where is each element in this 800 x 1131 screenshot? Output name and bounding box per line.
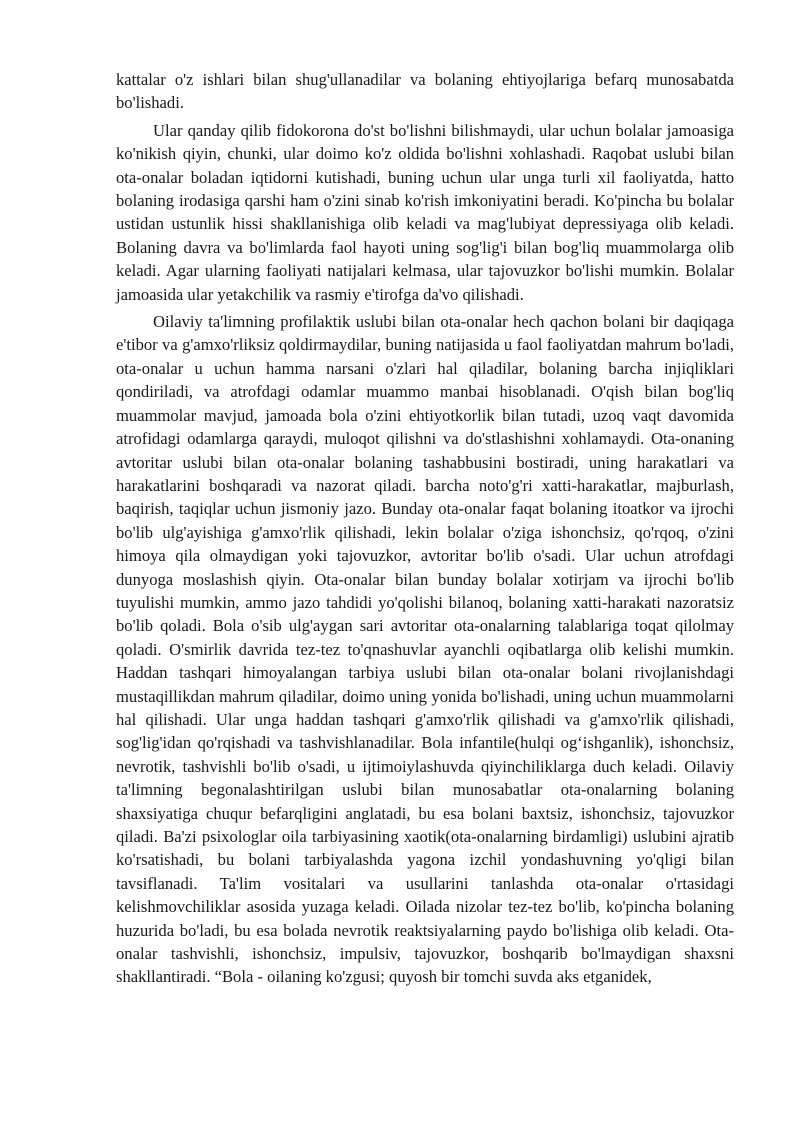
paragraph-competition-style: Ular qanday qilib fidokorona do'st bo'lishni bilishmaydi, ular uchun bolalar jamoasiga ko'nikish qiyin, chunki, ular doimo ko'z oldida bo'lishni xohlashadi. Raqobat uslubi bilan ota-onalar boladan iqtidorni kutishadi, buning uchun ular unga turli xil faoliyatda, hatto bolaning irodasiga qarshi ham o'zini sinab ko'rish imkoniyatini beradi. Ko'pincha bu bolalar ustidan ustunlik hissi shakllanishiga olib keladi va mag'lubiyat depressiyaga olib keladi. Bolaning davra va bo'limlarda faol hayoti uning sog'lig'i bilan bog'liq muammolarga olib keladi. Agar ularning faoliyati natijalari kelmasa, ular tajovuzkor bo'lishi mumkin. Bolalar jamoasida ular yetakchilik va rasmiy e'tirofga da'vo qilishadi. <box>116 120 734 304</box>
document-page <box>116 68 734 993</box>
paragraph-preventive-style: Oilaviy ta'limning profilaktik uslubi bilan ota-onalar hech qachon bolani bir daqiqaga e'tibor va g'amxo'rliksiz qoldirmaydilar, buning natijasida u faol faoliyatdan mahrum bo'ladi, ota-onalar u uchun hamma narsani o'zlari hal qiladilar, bolaning barcha injiqliklari qondiriladi, va atrofdagi odamlar muammo manbai hisoblanadi. O'qish bilan bog'liq muammolar mavjud, jamoada bola o'zini ehtiyotkorlik bilan tutadi, uzoq vaqt davomida atrofidagi odamlarga qaraydi, muloqot qilishni va do'stlashishni xohlamaydi. Ota-onaning avtoritar uslubi bilan ota-onalar bolaning tashabbusini bostiradi, uning harakatlari va harakatlarini boshqaradi va nazorat qiladi. barcha noto'g'ri xatti-harakatlar, majburlash, baqirish, taqiqlar uchun jismoniy jazo. Bunday ota-onalar faqat bolaning itoatkor va ijrochi bo'lib ulg'ayishiga g'amxo'rlik qilishadi, lekin bolalar o'ziga ishonchsiz, qo'rqoq, o'zini himoya qila olmaydigan yoki tajovuzkor, avtoritar bo'lib o'sadi. Ular uchun atrofdagi dunyoga moslashish qiyin. Ota-onalar bilan bunday bolalar xotirjam va ijrochi bo'lib tuyulishi mumkin, ammo jazo tahdidi yo'qolishi bilanoq, bolaning xatti-harakati nazoratsiz bo'lib qoladi. Bola o'sib ulg'aygan sari avtoritar ota-onalarning talablariga toqat qilolmay qoladi. O'smirlik davrida tez-tez to'qnashuvlar ayanchli oqibatlarga olib kelishi mumkin. Haddan tashqari himoyalangan tarbiya uslubi bilan ota-onalar bolani rivojlanishdagi mustaqillikdan mahrum qiladilar, doimo uning yonida bo'lishadi, uning uchun muammolarni hal qilishadi. Ular unga haddan tashqari g'amxo'rlik qilishadi va g'amxo'rlik qilishadi, sog'lig'idan qo'rqishadi va tashvishlanadilar. Bola infantile(hulqi og‘ishganlik), ishonchsiz, nevrotik, tashvishli bo'lib o'sadi, u ijtimoiylashuvda qiyinchiliklarga duch keladi. Oilaviy ta'limning begonalashtirilgan uslubi bilan munosabatlar ota-onalarning bolaning shaxsiyatiga chuqur befarqligini anglatadi, bu esa bolani baxtsiz, ishonchsiz, tajovuzkor qiladi. Ba'zi psixologlar oila tarbiyasining xaotik(ota-onalarning birdamligi) uslubini ajratib ko'rsatishadi, bu bolani tarbiyalashda yagona izchil yondashuvning yo'qligi bilan tavsiflanadi. Ta'lim vositalari va usullarini tanlashda ota-onalar o'rtasidagi kelishmovchiliklar asosida yuzaga keladi. Oilada nizolar tez-tez bo'lib, ko'pincha bolaning huzurida bo'ladi, bu esa bolada nevrotik reaktsiyalarning paydo bo'lishiga olib keladi. Ota-onalar tashvishli, ishonchsiz, impulsiv, tajovuzkor, boshqarib bo'lmaydigan shaxsni shakllantiradi. “Bola - oilaning ko'zgusi; quyosh bir tomchi suvda aks etganidek, <box>116 312 734 987</box>
paragraph-continuation: kattalar o'z ishlari bilan shug'ullanadilar va bolaning ehtiyojlariga befarq munosabatda bo'lishadi. <box>116 70 734 113</box>
